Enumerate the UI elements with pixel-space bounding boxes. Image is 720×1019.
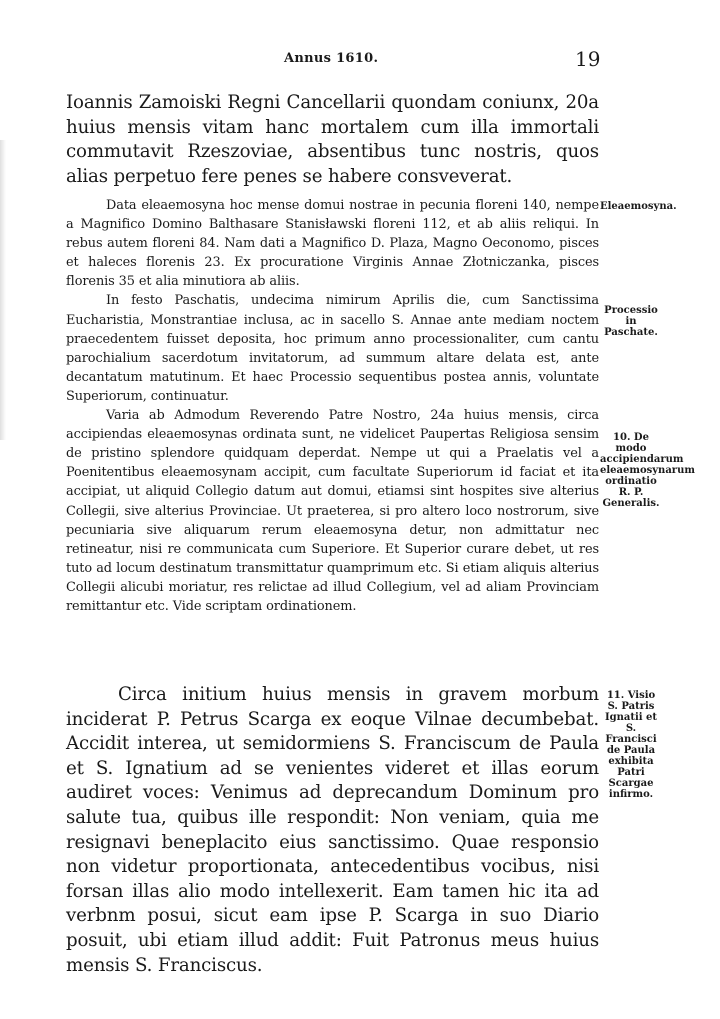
paragraph-5: Circa initium huius mensis in gravem morbum inciderat P. Petrus Scarga ex eoque Vilnae decumbebat. Accidit interea, ut semidormiens S. Franciscum de Paula et S. Ignatium ad se venientes videret et illas eorum audiret voces: Venimus ad deprecandum Dominum pro salute tua, quibus ille respondit: Non veniam, quia me resignavi beneplacito eius sanctissimo. Quae responsio non videtur proportionata, antecedentibus vocibus, nisi forsan illas alio modo intellexerit. Eam tamen hic ita ad verbnm posui, sicut eam ipse P. Scarga in suo Diario posuit, ubi etiam illud addit: Fuit Patronus meus huius mensis S. Franciscus. [66, 684, 599, 976]
scan-shadow [0, 140, 6, 440]
paragraph-2: Data eleaemosyna hoc mense domui nostrae in pecunia floreni 140, nempe a Magnifico Domino Balthasare Stanisławski floreni 112, et ab aliis reliqui. In rebus autem floreni 84. Nam dati a Magnifico D. Plaza, Magno Oeconomo, pisces et haleces florenis 23. Ex procuratione Virginis Annae Złotniczanka, pisces florenis 35 et alia minutiora ab aliis. [66, 198, 599, 290]
running-head: Annus 1610. [284, 51, 379, 66]
paragraph-3: In festo Paschatis, undecima nimirum Aprilis die, cum Sanctissima Eucharistia, Monstrantiae inclusa, ac in sacello S. Annae ante mediam noctem praecedentem fuisset deposita, hoc primum anno processionaliter, cum cantu parochialium sacerdotum invitatorum, ad summum altare delata est, ante decantatum matutinum. Et haec Processio sequentibus postea annis, voluntate Superiorum, continuatur. [66, 293, 599, 404]
margin-note-processio: Processio in Paschate. [604, 305, 658, 338]
paragraph-1: Ioannis Zamoiski Regni Cancellarii quondam coniunx, 20a huius mensis vitam hanc mortalem cum illa immortali commutavit Rzeszoviae, absentibus tunc nostris, quos alias perpetuo fere penes se habere consveverat. [66, 92, 599, 187]
main-text-small [66, 196, 599, 616]
main-text-top [66, 91, 599, 189]
page-header [0, 47, 720, 71]
page-number: 19 [575, 47, 601, 71]
margin-note-visio: 11. Visio S. Patris Ignatii et S. Francisci de Paula exhibita Patri Scargae infirmo. [604, 690, 658, 800]
main-text-bottom [66, 683, 599, 978]
paragraph-4: Varia ab Admodum Reverendo Patre Nostro, 24a huius mensis, circa accipiendas eleaemosynas ordinata sunt, ne videlicet Paupertas Religiosa sensim de pristino splendore quidquam deperdat. Nempe ut qui a Praelatis vel a Poenitentibus eleaemosynam accipit, cum facultate Superiorum id faciat et ita accipiat, ut aliquid Collegio datum aut domui, etiamsi sint hospites sive alterius Collegii, sive alterius Provinciae. Ut praeterea, si pro altero loco nostrorum, sive pecuniaria sive aliquarum rerum eleaemosyna detur, non admittatur nec retineatur, nisi re communicata cum Superiore. Et Superior curare debet, ut res tuto ad locum destinatum transmittatur quamprimum etc. Si etiam aliquis alterius Collegii alicubi moriatur, res relictae ad illud Collegium, vel ad aliam Provinciam remittantur etc. Vide scriptam ordinationem. [66, 408, 599, 614]
margin-note-ordinatio: 10. De modo accipiendarum eleaemosynarum ordinatio R. P. Generalis. [600, 432, 695, 509]
margin-note-eleaemosyna: Eleaemosyna. [600, 201, 677, 212]
